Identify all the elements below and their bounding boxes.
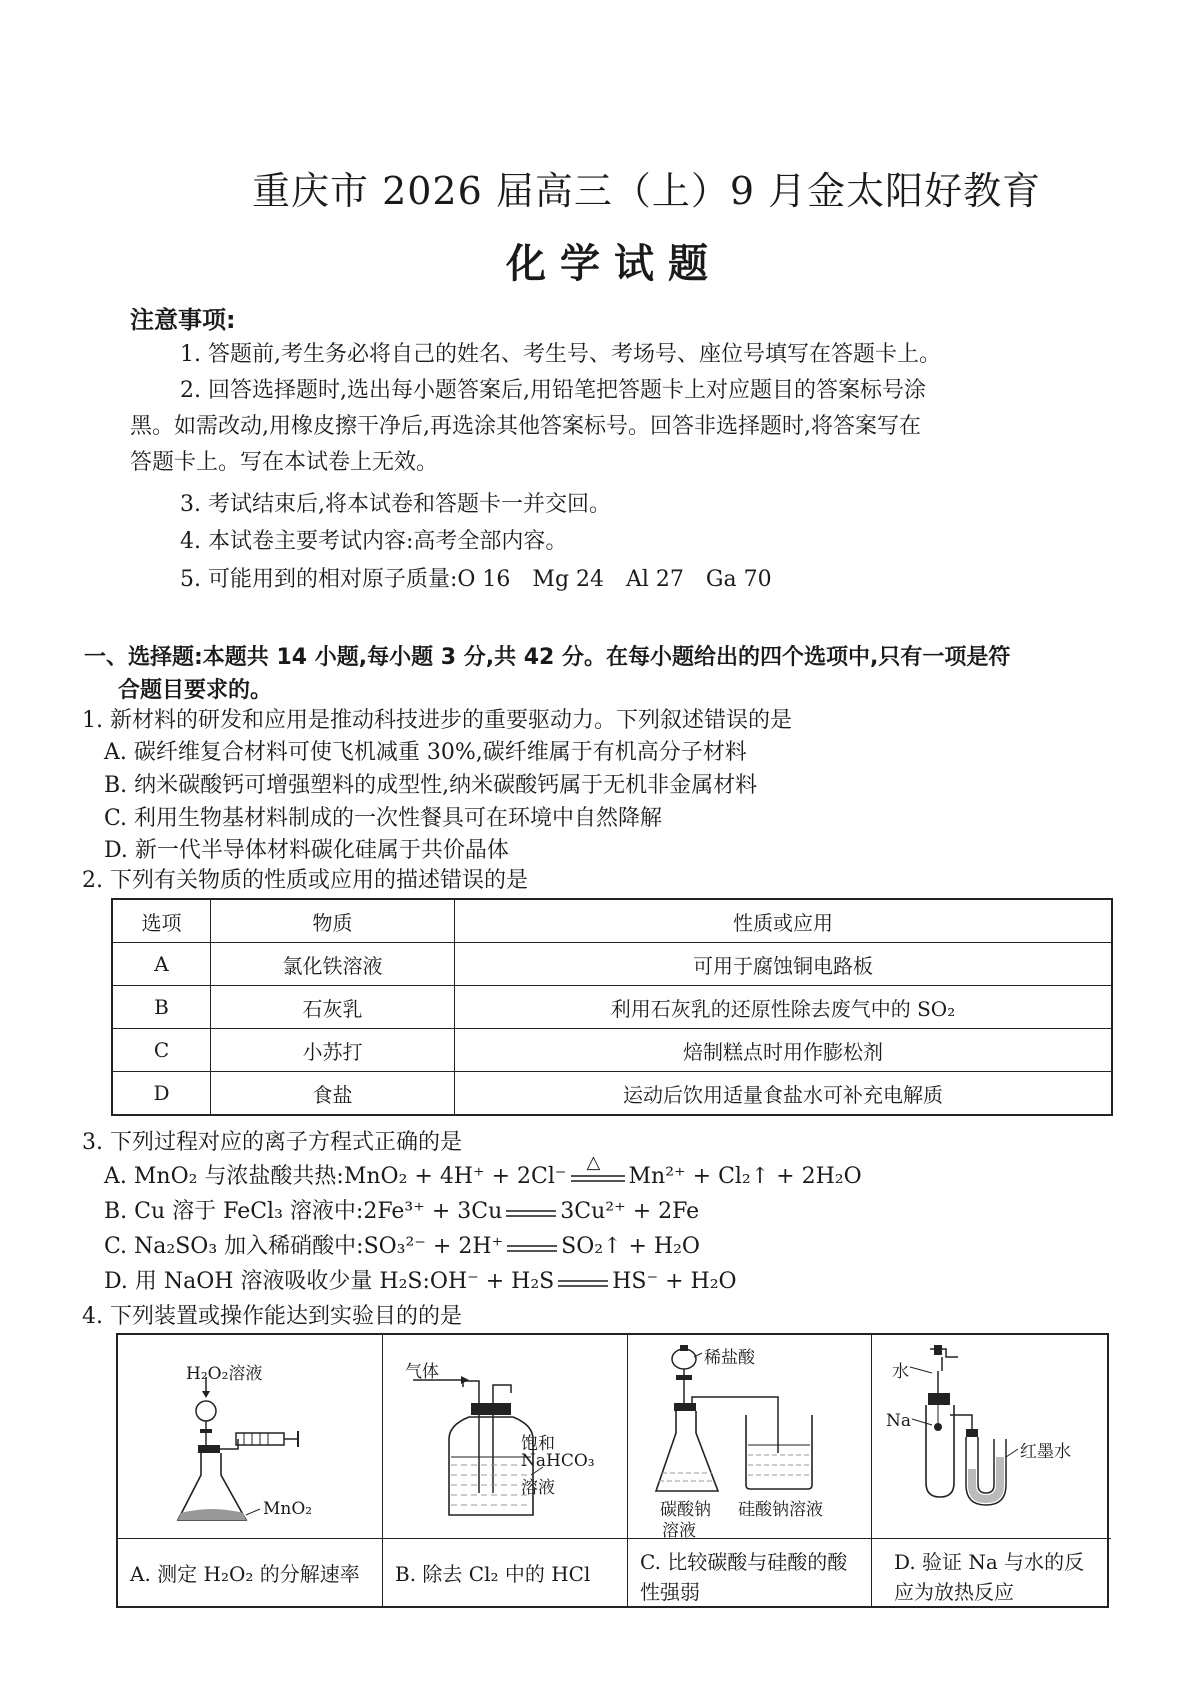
- question-3-option-a: [104, 1152, 862, 1192]
- label-gas: 气体: [405, 1362, 439, 1382]
- column-header: 物质: [211, 899, 455, 943]
- table-cell: 食盐: [211, 1072, 455, 1116]
- label-water: 水: [892, 1362, 909, 1382]
- label-saturated: 饱和: [521, 1434, 555, 1454]
- table-cell: 小苏打: [211, 1029, 455, 1072]
- equation-prefix: C. Na₂SO₃ 加入稀硝酸中:: [104, 1234, 364, 1259]
- question-3-option-b: [104, 1197, 699, 1227]
- label-sodium-carbonate: 碳酸钠: [660, 1500, 711, 1520]
- table-header-row: [112, 899, 1112, 943]
- table-cell: 运动后饮用适量食盐水可补充电解质: [455, 1072, 1113, 1116]
- table-cell: 石灰乳: [211, 986, 455, 1029]
- table-cell: 焙制糕点时用作膨松剂: [455, 1029, 1113, 1072]
- notice-item-5: 5. 可能用到的相对原子质量:O 16 Mg 24 Al 27 Ga 70: [180, 567, 772, 592]
- label-solution: 溶液: [521, 1478, 555, 1498]
- equation-lhs: 2Fe³⁺ + 3Cu: [363, 1199, 503, 1224]
- question-1-option-b: B. 纳米碳酸钙可增强塑料的成型性,纳米碳酸钙属于无机非金属材料: [104, 773, 758, 798]
- equation-rhs: 3Cu²⁺ + 2Fe: [560, 1199, 700, 1224]
- question-1-option-d: D. 新一代半导体材料碳化硅属于共价晶体: [104, 838, 509, 863]
- apparatus-cell-b: [383, 1335, 628, 1606]
- question-4-apparatus-table: [116, 1333, 1109, 1608]
- table-row: [112, 986, 1112, 1029]
- section-heading-cont: 合题目要求的。: [118, 678, 273, 703]
- question-3-option-c: [104, 1232, 700, 1262]
- equation-rhs: HS⁻ + H₂O: [612, 1269, 737, 1294]
- label-mno2: MnO₂: [263, 1499, 313, 1519]
- caption-a: A. 测定 H₂O₂ 的分解速率: [118, 1538, 382, 1606]
- table-row: [112, 1072, 1112, 1116]
- caption-d: D. 验证 Na 与水的反应为放热反应: [872, 1538, 1111, 1606]
- label-h2o2-solution: H₂O₂溶液: [186, 1364, 263, 1384]
- label-solution: 溶液: [662, 1521, 696, 1541]
- equation-arrow: [503, 1232, 561, 1262]
- label-red-ink: 红墨水: [1020, 1442, 1071, 1462]
- table-cell: D: [112, 1072, 211, 1116]
- table-cell: B: [112, 986, 211, 1029]
- apparatus-cell-d: [872, 1335, 1111, 1606]
- table-cell: 可用于腐蚀铜电路板: [455, 943, 1113, 986]
- question-1-option-a: A. 碳纤维复合材料可使飞机减重 30%,碳纤维属于有机高分子材料: [104, 740, 747, 765]
- column-header: 性质或应用: [455, 899, 1113, 943]
- label-dilute-hcl: 稀盐酸: [704, 1348, 755, 1368]
- subject-title: 化学试题: [506, 241, 722, 287]
- notice-item-2-cont: 黑。如需改动,用橡皮擦干净后,再选涂其他答案标号。回答非选择题时,将答案写在: [130, 414, 921, 439]
- label-nahco3: NaHCO₃: [521, 1451, 595, 1471]
- equation-prefix: A. MnO₂ 与浓盐酸共热:: [104, 1164, 344, 1189]
- caption-b: B. 除去 Cl₂ 中的 HCl: [383, 1538, 627, 1606]
- question-4-stem: 4. 下列装置或操作能达到实验目的的是: [82, 1304, 462, 1329]
- equation-arrow: [554, 1267, 612, 1297]
- question-1-stem: 1. 新材料的研发和应用是推动科技进步的重要驱动力。下列叙述错误的是: [82, 708, 792, 733]
- equation-prefix: D. 用 NaOH 溶液吸收少量 H₂S:: [104, 1269, 430, 1294]
- equation-prefix: B. Cu 溶于 FeCl₃ 溶液中:: [104, 1199, 364, 1224]
- table-cell: 利用石灰乳的还原性除去废气中的 SO₂: [455, 986, 1113, 1029]
- question-3-stem: 3. 下列过程对应的离子方程式正确的是: [82, 1130, 462, 1155]
- label-sodium-silicate: 硅酸钠溶液: [738, 1500, 823, 1520]
- column-header: 选项: [112, 899, 211, 943]
- label-sodium: Na: [886, 1411, 912, 1431]
- table-row: [112, 943, 1112, 986]
- section-heading: 一、选择题:本题共 14 小题,每小题 3 分,共 42 分。在每小题给出的四个选项中,只有一项是符: [84, 645, 1011, 670]
- equation-lhs: MnO₂ + 4H⁺ + 2Cl⁻: [343, 1164, 567, 1189]
- apparatus-cell-c: [628, 1335, 872, 1606]
- heat-symbol: △: [586, 1152, 601, 1173]
- question-2-stem: 2. 下列有关物质的性质或应用的描述错误的是: [82, 868, 528, 893]
- question-1-option-c: C. 利用生物基材料制成的一次性餐具可在环境中自然降解: [104, 806, 663, 831]
- question-3-option-d: [104, 1267, 737, 1297]
- question-2-table: [111, 898, 1113, 1116]
- notice-item-4: 4. 本试卷主要考试内容:高考全部内容。: [180, 529, 568, 554]
- equation-arrow: [502, 1197, 560, 1227]
- caption-c: C. 比较碳酸与硅酸的酸性强弱: [628, 1538, 871, 1606]
- table-row: [112, 1029, 1112, 1072]
- apparatus-cell-a: [118, 1335, 383, 1606]
- table-cell: 氯化铁溶液: [211, 943, 455, 986]
- table-cell: C: [112, 1029, 211, 1072]
- notice-heading: 注意事项:: [130, 306, 236, 334]
- notice-item-3: 3. 考试结束后,将本试卷和答题卡一并交回。: [180, 492, 611, 517]
- notice-item-2-cont: 答题卡上。写在本试卷上无效。: [130, 450, 439, 475]
- notice-item-2: 2. 回答选择题时,选出每小题答案后,用铅笔把答题卡上对应题目的答案标号涂: [180, 378, 926, 403]
- table-cell: A: [112, 943, 211, 986]
- equation-rhs: SO₂↑ + H₂O: [561, 1234, 700, 1259]
- equation-arrow: [567, 1152, 629, 1192]
- exam-title: 重庆市 2026 届高三（上）9 月金太阳好教育: [252, 169, 1042, 213]
- notice-item-1: 1. 答题前,考生务必将自己的姓名、考生号、考场号、座位号填写在答题卡上。: [180, 342, 941, 367]
- equation-lhs: OH⁻ + H₂S: [429, 1269, 555, 1294]
- equation-lhs: SO₃²⁻ + 2H⁺: [363, 1234, 504, 1259]
- equation-rhs: Mn²⁺ + Cl₂↑ + 2H₂O: [628, 1164, 862, 1189]
